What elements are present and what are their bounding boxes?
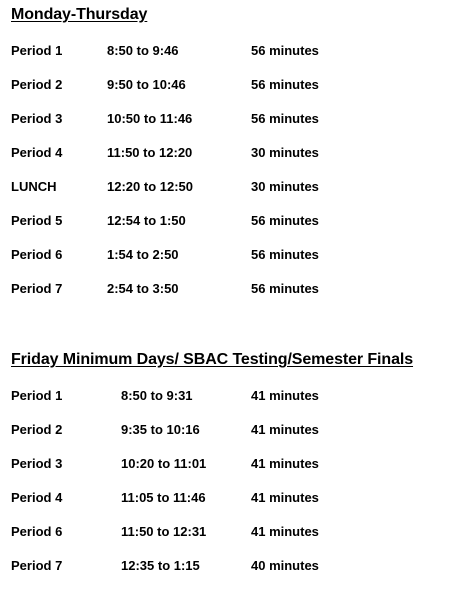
period-label: Period 4 — [11, 145, 63, 160]
period-label: Period 3 — [11, 111, 63, 126]
time-range: 8:50 to 9:31 — [121, 388, 193, 403]
period-label: Period 4 — [11, 490, 63, 505]
time-range: 10:20 to 11:01 — [121, 456, 207, 471]
duration: 30 minutes — [251, 145, 319, 160]
period-label: Period 3 — [11, 456, 63, 471]
section-title-friday-minimum-days: Friday Minimum Days/ SBAC Testing/Semester Finals — [11, 351, 414, 368]
schedule-row — [0, 213, 455, 231]
schedule-row — [0, 558, 455, 576]
schedule-row — [0, 490, 455, 508]
schedule-row — [0, 179, 455, 197]
period-label: Period 6 — [11, 524, 63, 539]
time-range: 12:35 to 1:15 — [121, 558, 200, 573]
duration: 30 minutes — [251, 179, 319, 194]
duration: 41 minutes — [251, 490, 319, 505]
time-range: 9:35 to 10:16 — [121, 422, 200, 437]
duration: 56 minutes — [251, 213, 319, 228]
time-range: 8:50 to 9:46 — [107, 43, 179, 58]
duration: 41 minutes — [251, 456, 319, 471]
duration: 56 minutes — [251, 247, 319, 262]
time-range: 1:54 to 2:50 — [107, 247, 179, 262]
schedule-row — [0, 456, 455, 474]
schedule-row — [0, 43, 455, 61]
schedule-row — [0, 111, 455, 129]
time-range: 12:54 to 1:50 — [107, 213, 186, 228]
schedule-row — [0, 388, 455, 406]
time-range: 12:20 to 12:50 — [107, 179, 193, 194]
schedule-row — [0, 247, 455, 265]
time-range: 10:50 to 11:46 — [107, 111, 193, 126]
schedule-row — [0, 281, 455, 299]
duration: 56 minutes — [251, 111, 319, 126]
time-range: 11:05 to 11:46 — [121, 490, 206, 505]
schedule-row — [0, 145, 455, 163]
time-range: 9:50 to 10:46 — [107, 77, 186, 92]
duration: 41 minutes — [251, 524, 319, 539]
period-label: Period 2 — [11, 422, 63, 437]
duration: 40 minutes — [251, 558, 319, 573]
time-range: 11:50 to 12:31 — [121, 524, 207, 539]
schedule-row — [0, 77, 455, 95]
time-range: 11:50 to 12:20 — [107, 145, 193, 160]
duration: 56 minutes — [251, 43, 319, 58]
schedule-row — [0, 422, 455, 440]
period-label: Period 7 — [11, 558, 63, 573]
period-label: Period 2 — [11, 77, 63, 92]
period-label: Period 1 — [11, 43, 63, 58]
duration: 56 minutes — [251, 281, 319, 296]
time-range: 2:54 to 3:50 — [107, 281, 179, 296]
period-label: Period 1 — [11, 388, 63, 403]
duration: 41 minutes — [251, 422, 319, 437]
schedule-row — [0, 524, 455, 542]
duration: 56 minutes — [251, 77, 319, 92]
section-title-monday-thursday: Monday-Thursday — [11, 6, 148, 23]
period-label: Period 7 — [11, 281, 63, 296]
period-label: LUNCH — [11, 179, 57, 194]
period-label: Period 5 — [11, 213, 63, 228]
period-label: Period 6 — [11, 247, 63, 262]
duration: 41 minutes — [251, 388, 319, 403]
